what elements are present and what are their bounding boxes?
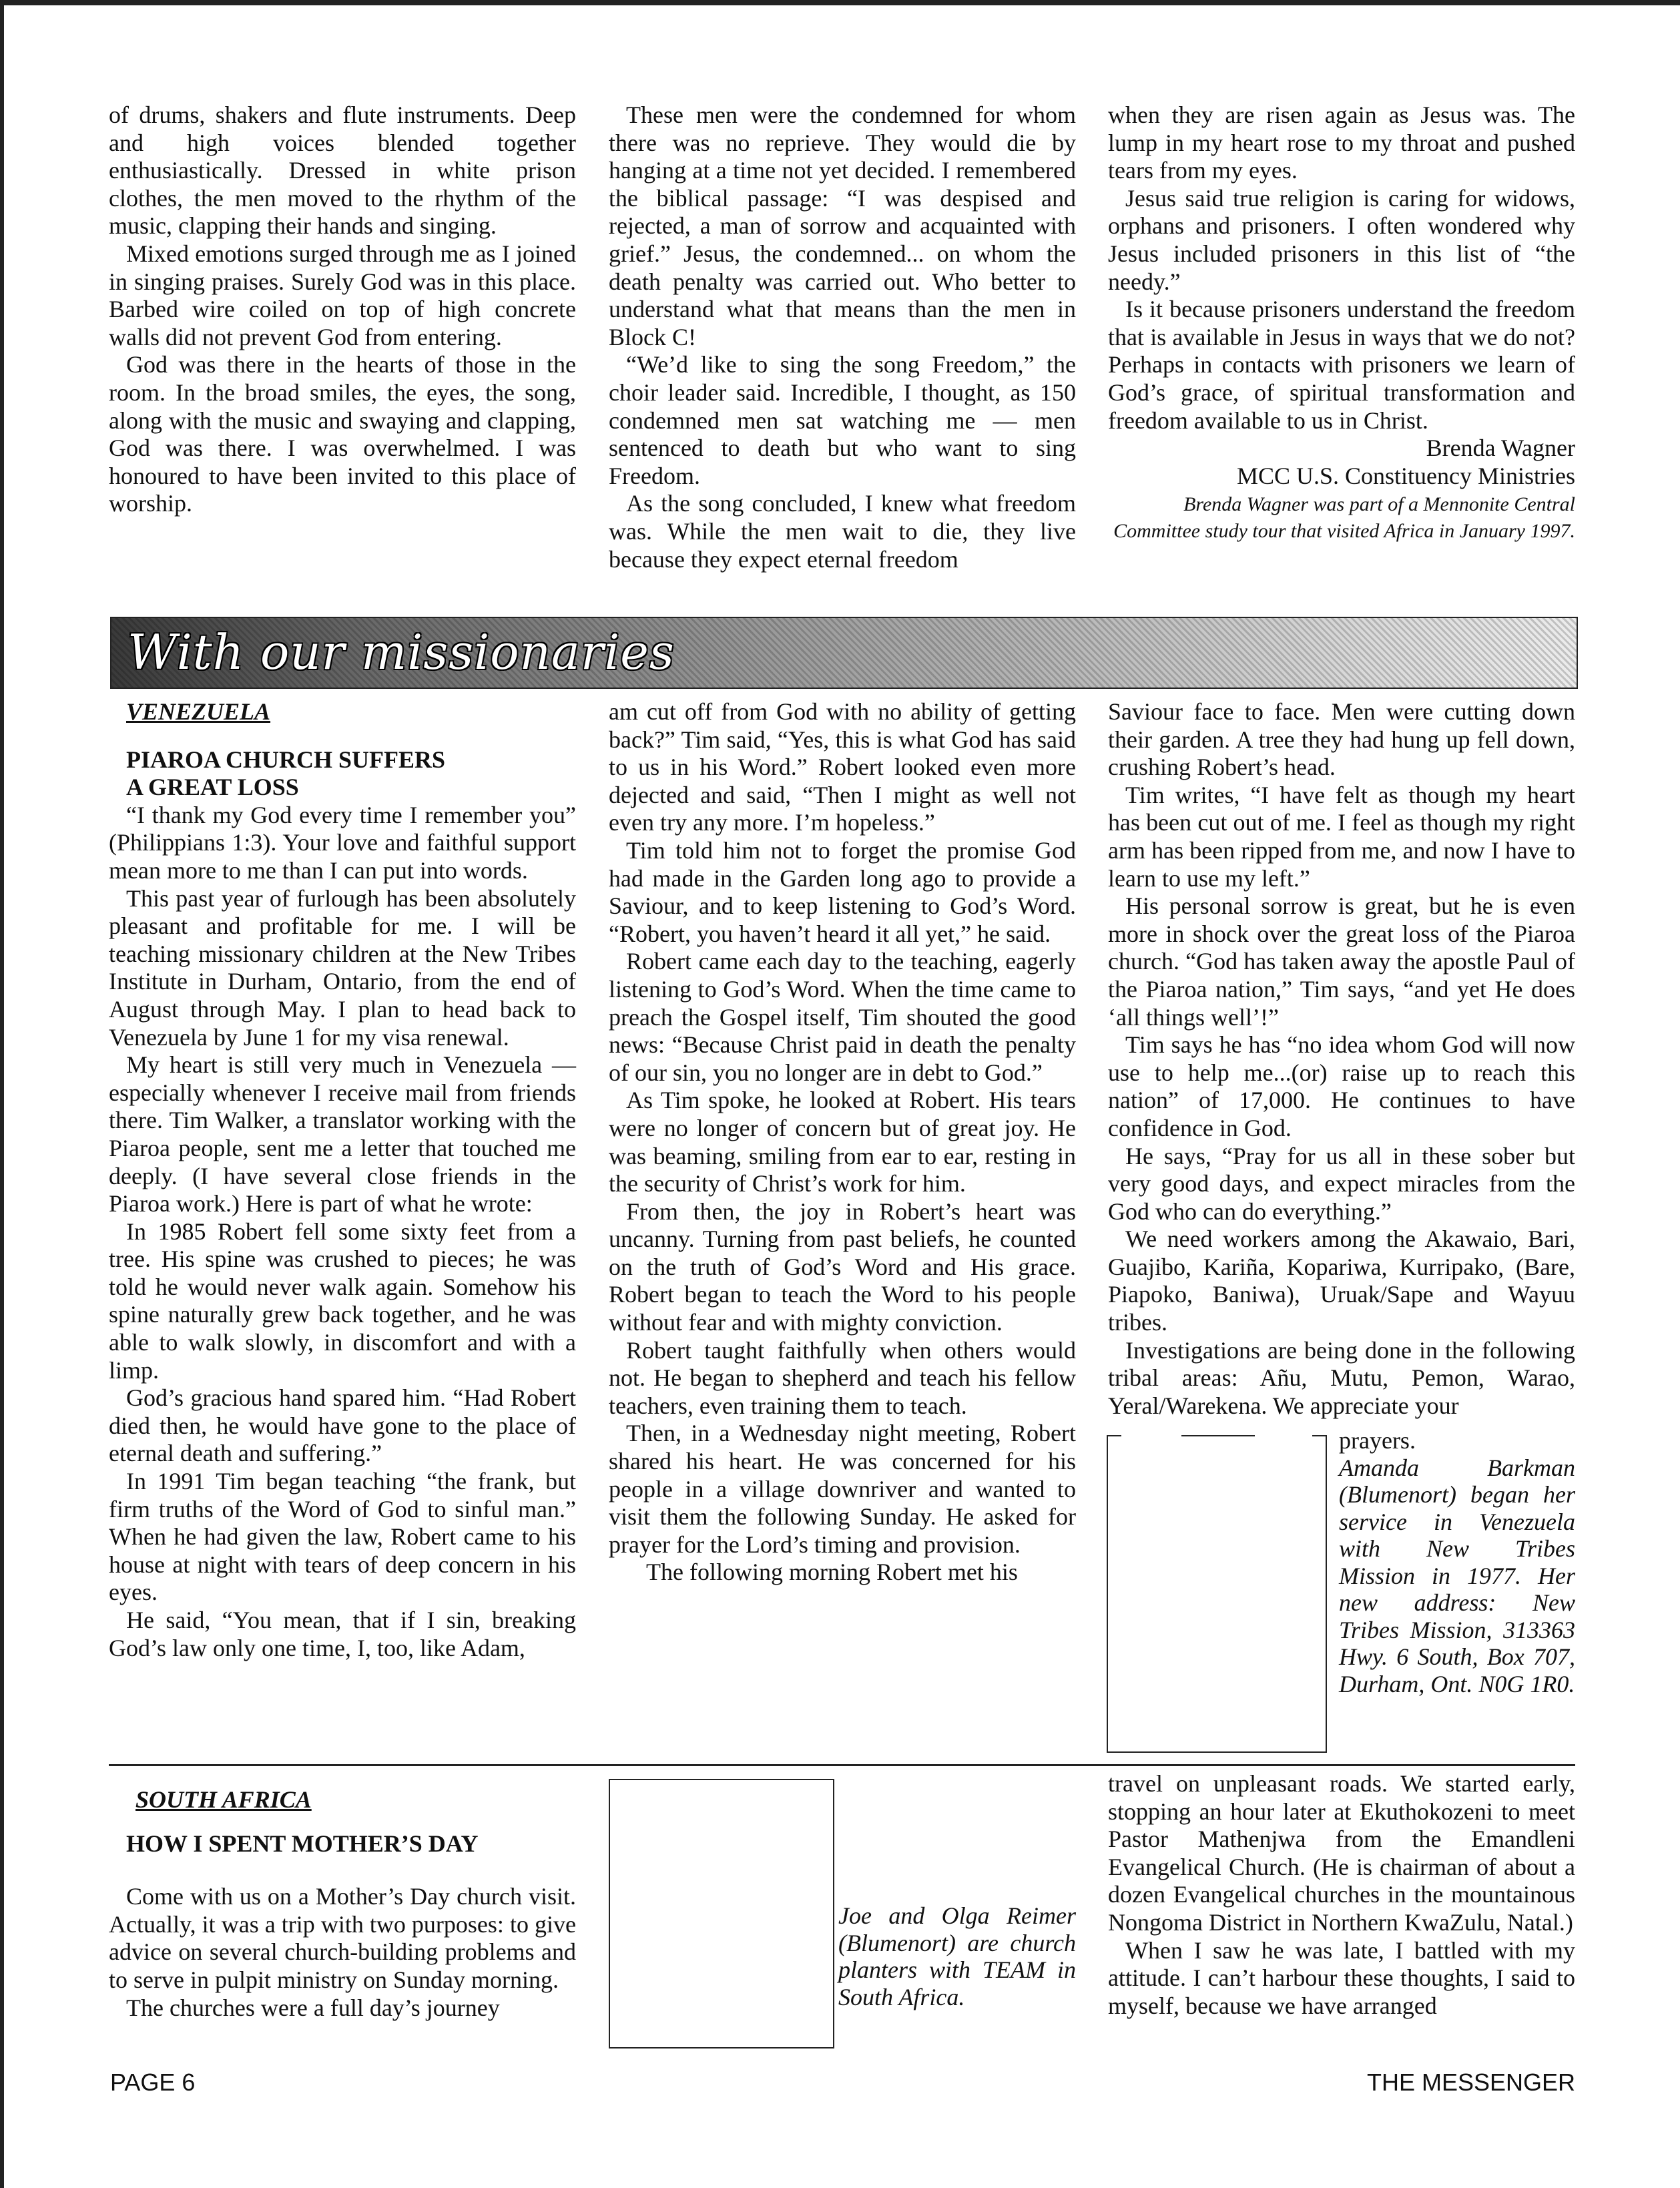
- photo-placeholder-reimer: [609, 1779, 834, 2048]
- article-headline: PIAROA CHURCH SUFFERS: [126, 746, 446, 773]
- south-africa-column-3: [1108, 1770, 1575, 2020]
- missionary-caption: Amanda Barkman (Blumenort) began her service in Venezuela with New Tribes Mission in 1977. Her new address: New Tribes Mission, 313363 Hwy. 6 South, Box 707, Durham, Ont. N0G 1R0.: [1339, 1454, 1575, 1697]
- paragraph: Tim says he has “no idea whom God will now use to help me...(or) raise up to reach this nation” of 17,000. He continues to have confidence in God.: [1108, 1031, 1575, 1141]
- paragraph: God was there in the hearts of those in the room. In the broad smiles, the eyes, the song, along with the music and swaying and clapping, God was there. I was overwhelmed. I was honoured to have been invited to this place of worship.: [109, 351, 576, 517]
- section-label: SOUTH AFRICA: [135, 1786, 312, 1813]
- paragraph: “We’d like to sing the song Freedom,” the choir leader said. Incredible, I thought, as 150 condemned men sat watching me — men sentenced to death but who want to sing Freedom.: [609, 351, 1076, 489]
- article-headline: HOW I SPENT MOTHER’S DAY: [126, 1830, 479, 1857]
- paragraph: Mixed emotions surged through me as I joined in singing praises. Surely God was in this place. Barbed wire coiled on top of high concrete walls did not prevent God from entering.: [109, 240, 576, 350]
- paragraph-end: prayers.: [1339, 1427, 1416, 1454]
- article-headline-line-2: A GREAT LOSS: [126, 774, 299, 801]
- paragraph: My heart is still very much in Venezuela — especially whenever I receive mail from friends there. Tim Walker, a translator working with the Piaroa people, sent me a letter that touched me deeply. (I have several close friends in the Piaroa work.) Here is part of what he wrote:: [109, 1051, 576, 1217]
- paragraph: am cut off from God with no ability of getting back?” Tim said, “Yes, this is what God has said to us in his Word.” Robert looked even more dejected and said, “Then I might as well not even try any more. I’m hopeless.”: [609, 698, 1076, 836]
- paragraph: We need workers among the Akawaio, Bari, Guajibo, Kariña, Kopariwa, Kurripako, (Bare, Piapoko, Baniwa), Uruak/Sape and Wayuu tribes.: [1108, 1225, 1575, 1336]
- paragraph: Come with us on a Mother’s Day church visit. Actually, it was a trip with two purposes: to give advice on several church-building problems and to serve in pulpit ministry on Sunday morning.: [109, 1883, 576, 1993]
- amanda-caption: [1339, 1427, 1575, 1697]
- paragraph: Robert taught faithfully when others would not. He began to shepherd and teach his fellow teachers, even training them to teach.: [609, 1336, 1076, 1419]
- paragraph: when they are risen again as Jesus was. The lump in my heart rose to my throat and pushed tears from my eyes.: [1108, 101, 1575, 184]
- paragraph: Jesus said true religion is caring for widows, orphans and prisoners. I often wondered why Jesus included prisoners in this list of “the needy.”: [1108, 184, 1575, 295]
- page-number: PAGE 6: [110, 2069, 196, 2096]
- publication-name: THE MESSENGER: [1366, 2069, 1575, 2096]
- paragraph: He says, “Pray for us all in these sober but very good days, and expect miracles from the God who can do everything.”: [1108, 1142, 1575, 1225]
- paragraph: He said, “You mean, that if I sin, breaking God’s law only one time, I, too, like Adam,: [109, 1607, 576, 1661]
- paragraph: In 1985 Robert fell some sixty feet from a tree. His spine was crushed to pieces; he was told he would never walk again. Somehow his spine naturally grew back together, and he was able to walk slowly, in discomfort and with a limp.: [109, 1217, 576, 1384]
- paragraph: When I saw he was late, I battled with my attitude. I can’t harbour these thoughts, I said to myself, because we have arranged: [1108, 1936, 1575, 2019]
- venezuela-column-3: [1108, 698, 1575, 1420]
- top-column-2: [609, 101, 1076, 573]
- paragraph: of drums, shakers and flute instruments. Deep and high voices blended together enthusiastically. Dressed in white prison clothes, the men moved to the rhythm of the music, clapping their hands and singing.: [109, 101, 576, 240]
- paragraph: Investigations are being done in the following tribal areas: Añu, Mutu, Pemon, Warao, Yeral/Warekena. We appreciate your: [1108, 1336, 1575, 1419]
- section-divider: [109, 1764, 1575, 1766]
- south-africa-column-1: [109, 1786, 576, 2022]
- page-edge: [0, 0, 1680, 5]
- paragraph: These men were the condemned for whom there was no reprieve. They would die by hanging at a time not yet decided. I remembered the biblical passage: “I was despised and rejected, a man of sorrow and acquainted with grief.” Jesus, the condemned... on whom the death penalty was carried out. Who better to understand what that means than the men in Block C!: [609, 101, 1076, 350]
- paragraph: travel on unpleasant roads. We started early, stopping an hour later at Ekuthokozeni to meet Pastor Mathenjwa from the Emandleni Evangelical Church. (He is chairman of about a dozen Evangelical churches in the mountainous Nongoma District in Northern KwaZulu, Natal.): [1108, 1770, 1575, 1936]
- signature-org: MCC U.S. Constituency Ministries: [1236, 462, 1575, 489]
- paragraph: Tim told him not to forget the promise God had made in the Garden long ago to provide a Saviour, and to keep listening to God’s Word. “Robert, you haven’t heard it all yet,” he said.: [609, 836, 1076, 947]
- paragraph: As Tim spoke, he looked at Robert. His tears were no longer of concern but of great joy. He was beaming, smiling from ear to ear, resting in the security of Christ’s work for him.: [609, 1087, 1076, 1197]
- paragraph: This past year of furlough has been absolutely pleasant and profitable for me. I will be teaching missionary children at the New Tribes Institute in Durham, Ontario, from the end of August through May. I plan to head back to Venezuela by June 1 for my visa renewal.: [109, 884, 576, 1051]
- page-edge-left: [0, 0, 4, 2188]
- paragraph: The churches were a full day’s journey: [126, 1994, 500, 2021]
- paragraph: Then, in a Wednesday night meeting, Robert shared his heart. He was concerned for his people in a village downriver and wanted to visit them the following Sunday. He asked for prayer for the Lord’s timing and provision.: [609, 1420, 1076, 1558]
- paragraph: The following morning Robert met his: [646, 1559, 1018, 1586]
- paragraph: In 1991 Tim began teaching “the frank, but firm truths of the Word of God to sinful man.” When he had given the law, Robert came to his house at night with tears of deep concern in his eyes.: [109, 1468, 576, 1606]
- paragraph: As the song concluded, I knew what freedom was. While the men wait to die, they live because they expect eternal freedom: [609, 490, 1076, 573]
- banner-title: With our missionaries: [127, 624, 675, 680]
- reimer-caption: [838, 1902, 1076, 2010]
- missionary-caption: Joe and Olga Reimer (Blumenort) are church planters with TEAM in South Africa.: [838, 1902, 1076, 2010]
- author-note: Brenda Wagner was part of a Mennonite Central Committee study tour that visited Africa in January 1997.: [1113, 493, 1575, 543]
- top-column-3: [1108, 101, 1575, 545]
- paragraph: Is it because prisoners understand the freedom that is available in Jesus in ways that we do not? Perhaps in contacts with prisoners we learn of God’s grace, of spiritual transformation and freedom available to us in Christ.: [1108, 296, 1575, 434]
- photo-placeholder-amanda: [1107, 1435, 1327, 1753]
- signature-name: Brenda Wagner: [1426, 435, 1575, 462]
- paragraph: “I thank my God every time I remember you” (Philippians 1:3). Your love and faithful support mean more to me than I can put into words.: [109, 801, 576, 884]
- paragraph: Tim writes, “I have felt as though my heart has been cut out of me. I feel as though my right arm has been ripped from me, and now I have to learn to use my left.”: [1108, 781, 1575, 892]
- section-label: VENEZUELA: [126, 698, 271, 725]
- section-banner: [110, 617, 1578, 689]
- top-column-1: [109, 101, 576, 518]
- paragraph: Robert came each day to the teaching, eagerly listening to God’s Word. When the time came to preach the Gospel itself, Tim shouted the good news: “Because Christ paid in death the penalty of our sin, you no longer are in debt to God.”: [609, 948, 1076, 1086]
- venezuela-column-2: [609, 698, 1076, 1587]
- paragraph: His personal sorrow is great, but he is even more in shock over the great loss of the Piaroa church. “God has taken away the apostle Paul of the Piaroa nation,” Tim says, “and yet He does ‘all things well’!”: [1108, 892, 1575, 1031]
- paragraph: God’s gracious hand spared him. “Had Robert died then, he would have gone to the place of eternal death and suffering.”: [109, 1384, 576, 1467]
- venezuela-column-1: [109, 698, 576, 1662]
- paragraph: Saviour face to face. Men were cutting down their garden. A tree they had hung up fell down, crushing Robert’s head.: [1108, 698, 1575, 781]
- paragraph: From then, the joy in Robert’s heart was uncanny. Turning from past beliefs, he counted on the truth of God’s Word and His grace. Robert began to teach the Word to his people without fear and with mighty conviction.: [609, 1197, 1076, 1336]
